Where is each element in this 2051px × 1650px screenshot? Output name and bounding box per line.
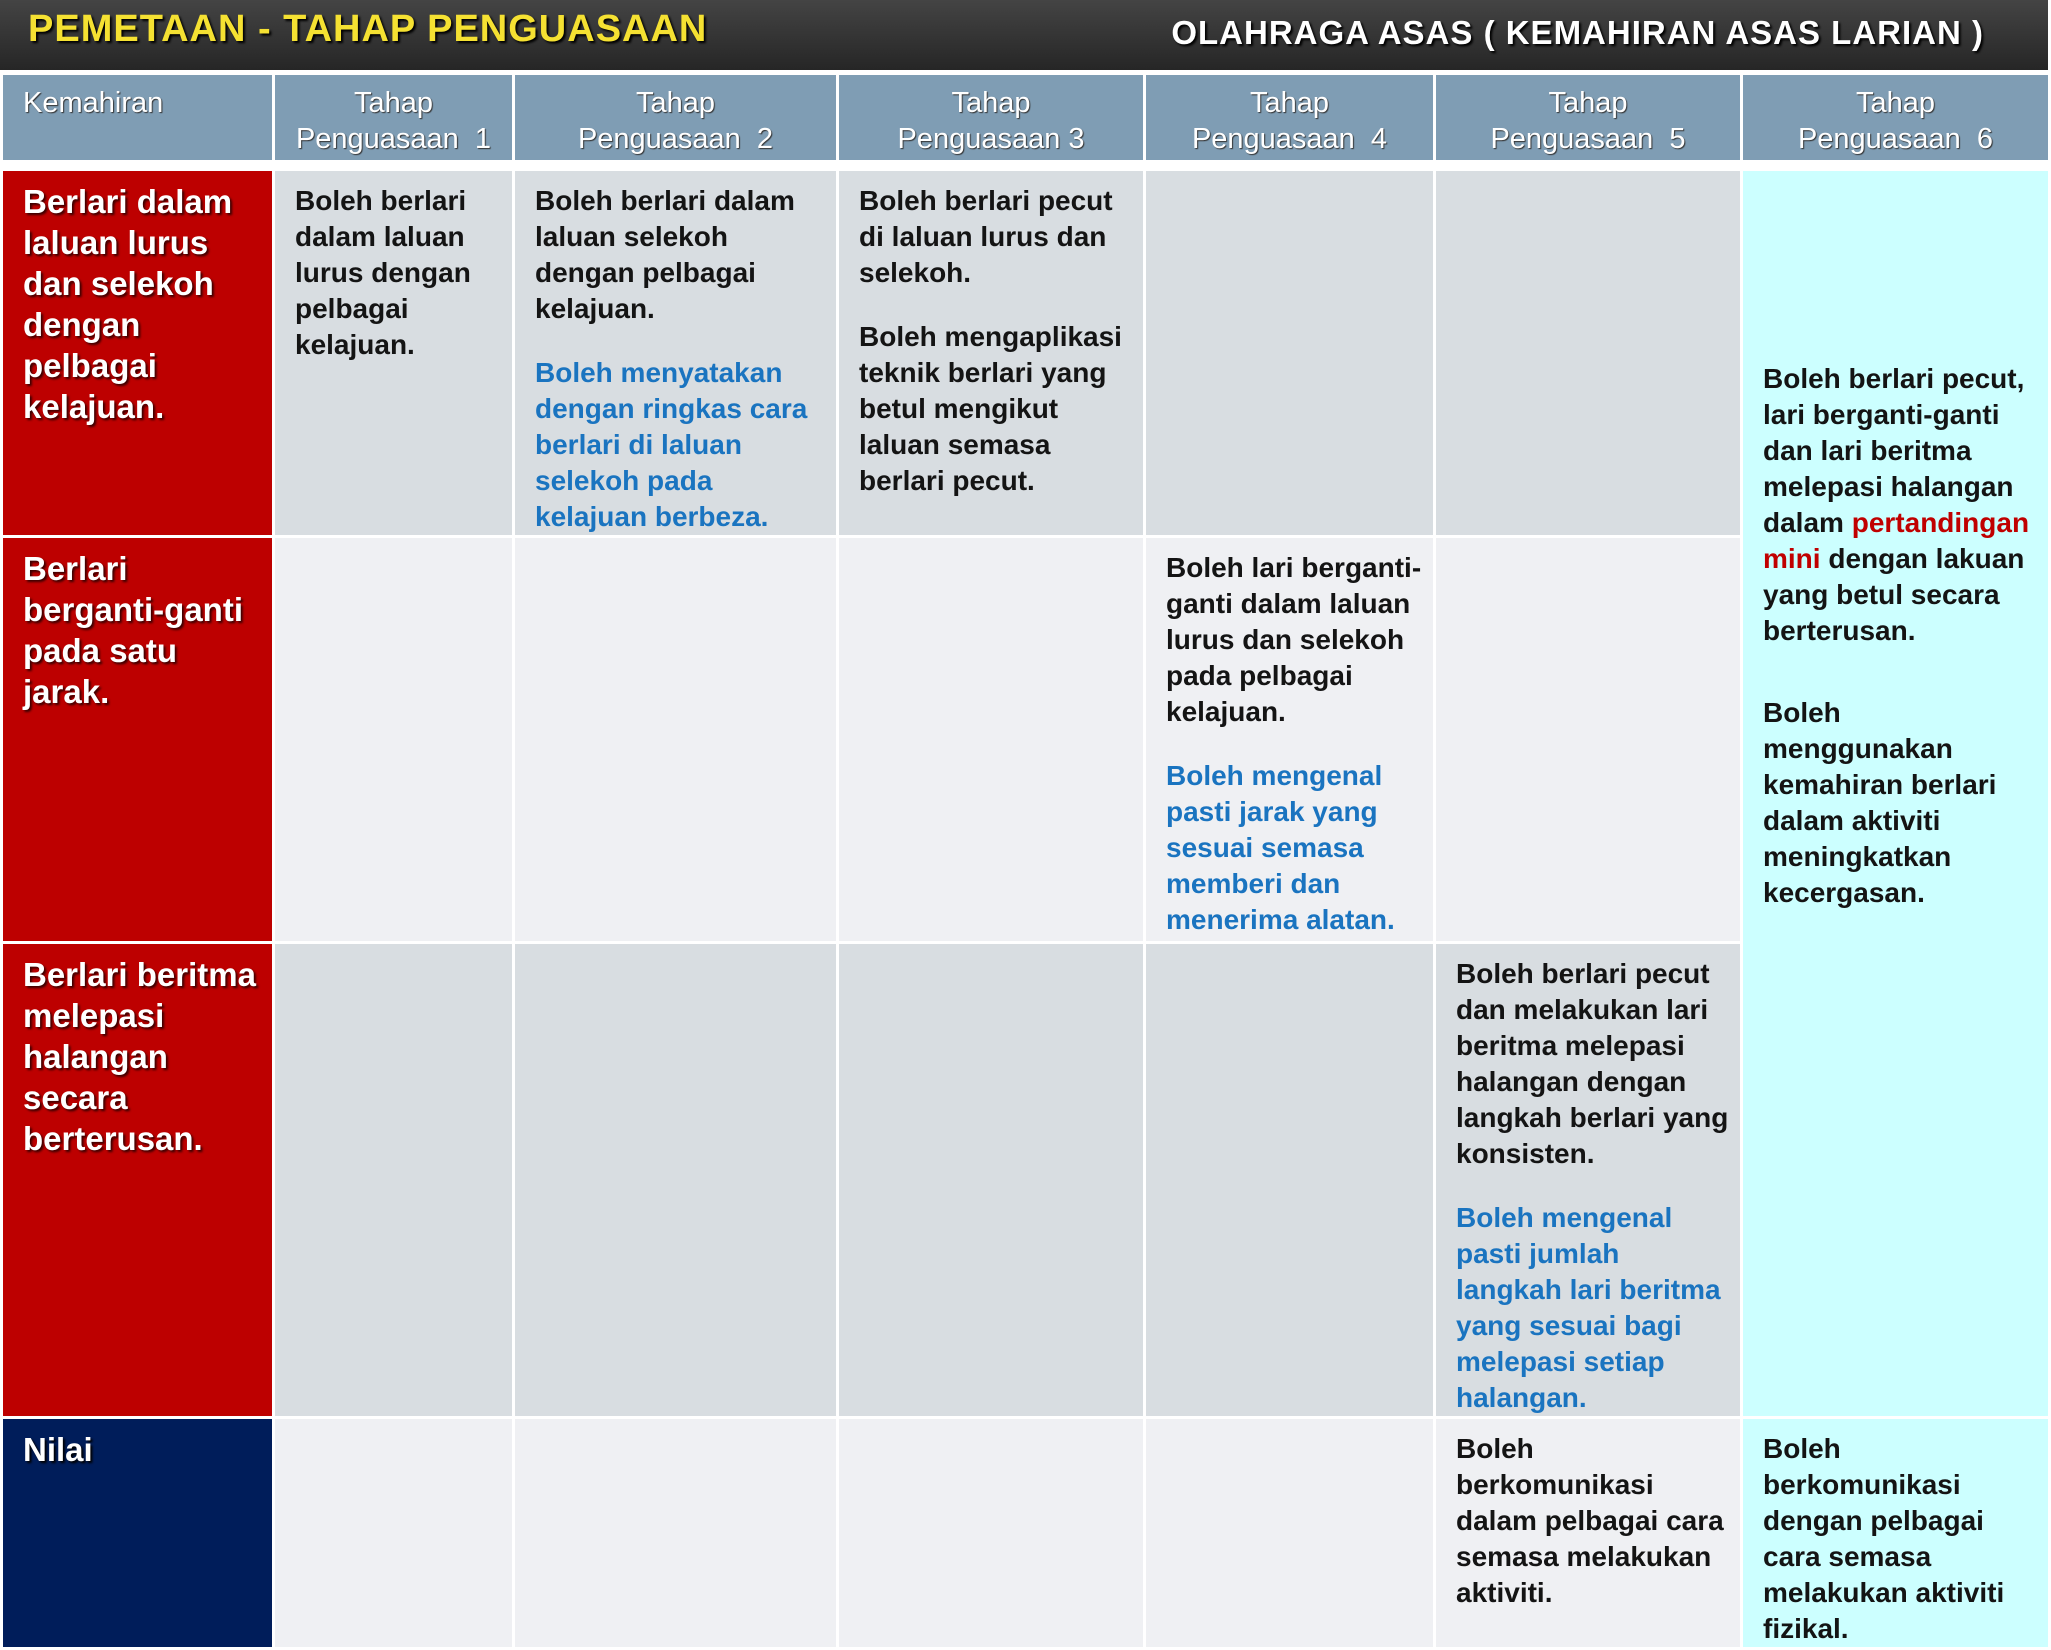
header-tp1-line2: Penguasaan 1 xyxy=(295,123,492,155)
tp3-text-b: Boleh mengaplikasi teknik berlari yang betul mengikut laluan semasa berlari pecut. xyxy=(859,321,1122,496)
header-tp2 xyxy=(514,74,838,162)
nilai-tp6-text: Boleh berkomunikasi dengan pelbagai cara semasa melakukan aktiviti fizikal. xyxy=(1763,1433,2005,1644)
title-bar xyxy=(0,0,2048,70)
header-tp1-line1: Tahap xyxy=(353,87,433,119)
tp2-knowledge-text: Boleh menyatakan dengan ringkas cara berlari di laluan selekoh pada kelajuan berbeza. xyxy=(535,357,808,532)
tp1-cell-empty xyxy=(274,1418,514,1649)
header-row xyxy=(2,74,2050,162)
header-tp6-line2: Penguasaan 6 xyxy=(1797,123,1994,155)
skill-cell: Berlari dalam laluan lurus dan selekoh dengan pelbagai kelajuan. xyxy=(2,170,274,537)
header-tp2-line1: Tahap xyxy=(635,87,715,119)
tp6-text-a-after: dengan lakuan yang betul secara berterusan. xyxy=(1763,543,2025,646)
tp4-text: Boleh lari berganti-ganti dalam laluan lurus dan selekoh pada pelbagai kelajuan. xyxy=(1166,552,1422,727)
tp4-cell-empty xyxy=(1145,170,1435,537)
tp3-cell xyxy=(838,170,1145,537)
header-kemahiran xyxy=(2,74,274,162)
tp5-cell xyxy=(1435,943,1742,1418)
tp2-cell-empty xyxy=(514,537,838,943)
header-kemahiran-label: Kemahiran xyxy=(23,87,164,119)
header-tp6 xyxy=(1742,74,2050,162)
slide-subtitle: OLAHRAGA ASAS ( KEMAHIRAN ASAS LARIAN ) xyxy=(1171,14,1984,51)
mapping-table xyxy=(0,72,2051,1650)
skill-cell: Berlari beritma melepasi halangan secara berterusan. xyxy=(2,943,274,1418)
nilai-tp5-cell xyxy=(1435,1418,1742,1649)
tp3-cell-empty xyxy=(838,537,1145,943)
header-gap xyxy=(2,162,2050,170)
tp4-cell xyxy=(1145,537,1435,943)
tp6-highlight: pertandingan mini xyxy=(1763,507,2030,574)
header-tp5 xyxy=(1435,74,1742,162)
tp3-cell-empty xyxy=(838,943,1145,1418)
tp4-cell-empty xyxy=(1145,1418,1435,1649)
tp6-text-a xyxy=(1763,361,2038,649)
header-tp3 xyxy=(838,74,1145,162)
tp2-text: Boleh berlari dalam laluan selekoh dengan pelbagai kelajuan. xyxy=(535,185,795,324)
nilai-tp6-cell xyxy=(1742,1418,2050,1649)
tp3-text-a: Boleh berlari pecut di laluan lurus dan selekoh. xyxy=(859,185,1113,288)
header-tp1 xyxy=(274,74,514,162)
tp4-cell-empty xyxy=(1145,943,1435,1418)
nilai-tp5-text: Boleh berkomunikasi dalam pelbagai cara semasa melakukan aktiviti. xyxy=(1456,1433,1724,1608)
header-tp4-line2: Penguasaan 4 xyxy=(1191,123,1388,155)
tp2-cell-empty xyxy=(514,943,838,1418)
header-tp6-line1: Tahap xyxy=(1855,87,1935,119)
tp3-cell-empty xyxy=(838,1418,1145,1649)
skill-cell: Berlari berganti-ganti pada satu jarak. xyxy=(2,537,274,943)
tp6-merged-cell xyxy=(1742,170,2050,1418)
tp5-text: Boleh berlari pecut dan melakukan lari beritma melepasi halangan dengan langkah berlari yang konsisten. xyxy=(1456,958,1729,1169)
tp5-cell-empty xyxy=(1435,537,1742,943)
slide-title: PEMETAAN - TAHAP PENGUASAAN xyxy=(28,8,708,50)
header-tp5-line2: Penguasaan 5 xyxy=(1490,123,1686,155)
tp1-cell-empty xyxy=(274,943,514,1418)
header-tp3-line1: Tahap xyxy=(951,87,1031,119)
header-tp5-line1: Tahap xyxy=(1548,87,1628,119)
tp2-cell xyxy=(514,170,838,537)
tp1-cell xyxy=(274,170,514,537)
tp1-cell-empty xyxy=(274,537,514,943)
tp4-knowledge-text: Boleh mengenal pasti jarak yang sesuai semasa memberi dan menerima alatan. xyxy=(1166,760,1395,935)
header-tp3-line2: Penguasaan 3 xyxy=(897,123,1085,155)
tp1-text: Boleh berlari dalam laluan lurus dengan pelbagai kelajuan. xyxy=(295,185,471,360)
table-row xyxy=(2,1418,2050,1649)
tp6-text-b: Boleh menggunakan kemahiran berlari dalam aktiviti meningkatkan kecergasan. xyxy=(1763,697,1997,908)
tp2-cell-empty xyxy=(514,1418,838,1649)
header-tp4 xyxy=(1145,74,1435,162)
tp5-cell-empty xyxy=(1435,170,1742,537)
nilai-cell: Nilai xyxy=(2,1418,274,1649)
table-row xyxy=(2,170,2050,537)
gap-cell xyxy=(2,162,2050,170)
tp5-knowledge-text: Boleh mengenal pasti jumlah langkah lari beritma yang sesuai bagi melepasi setiap halangan. xyxy=(1456,1202,1721,1413)
header-tp4-line1: Tahap xyxy=(1249,87,1329,119)
header-tp2-line2: Penguasaan 2 xyxy=(577,123,774,155)
tp6-text-a-before: Boleh berlari pecut, lari berganti-ganti dan lari beritma melepasi halangan dalam xyxy=(1763,363,2025,538)
